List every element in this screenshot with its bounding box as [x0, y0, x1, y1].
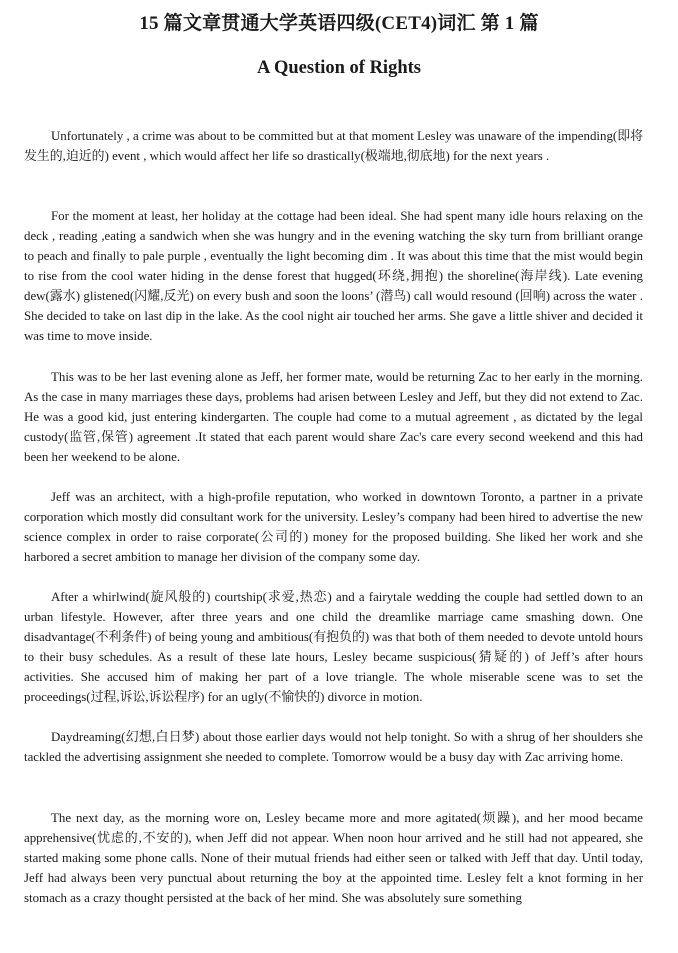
paragraph-3: This was to be her last evening alone as Jeff, her former mate, would be returning Zac to her early in the morning. As the case in many marriages these days, problems had arisen between Lesley and Jeff, but they did not extend to Zac. He was a good kid, just entering kindergarten. The couple had come to a mutual agreement , as dictated by the legal custody(监管,保管) agreement .It stated that each parent would share Zac's care every second weekend and this had been her weekend to be alone.: [24, 370, 643, 464]
series-title: 15 篇文章贯通大学英语四级(CET4)词汇 第 1 篇: [139, 13, 539, 34]
paragraph-2: For the moment at least, her holiday at the cottage had been ideal. She had spent many idle hours relaxing on the deck , reading ,eating a sandwich when she was hungry and in the evening watching the sky turn from brilliant orange to peach and finally to pale purple , eventually the light becoming dim . It was about this time that the mist would begin to rise from the cool water hiding in the dense forest that hugged(环绕,拥抱) the shoreline(海岸线). Late evening dew(露水) glistened(闪耀,反光) on every bush and soon the loons’ (潜鸟) call would resound (回响) across the water . She decided to take on last dip in the lake. As the cool night air touched her arms. She gave a little shiver and decided it was time to move inside.: [24, 209, 643, 343]
paragraph-5: After a whirlwind(旋风般的) courtship(求爱,热恋) and a fairytale wedding the couple had settled down to an urban lifestyle. However, after three years and one child the dreamlike marriage came smashing down. One disadvantage(不利条件) of being young and ambitious(有抱负的) was that both of them needed to devote untold hours to their busy schedules. As a result of these late hours, Lesley became suspicious(猜疑的) of Jeff’s after hours activities. She accused him of making her part of a love triangle. The whole miserable scene was to set the proceedings(过程,诉讼,诉讼程序) for an ugly(不愉快的) divorce in motion.: [24, 590, 643, 704]
paragraph-6: Daydreaming(幻想,白日梦) about those earlier days would not help tonight. So with a shrug of her shoulders she tackled the advertising assignment she needed to complete. Tomorrow would be a busy day with Zac arriving home.: [24, 730, 643, 764]
paragraph-4: Jeff was an architect, with a high-profile reputation, who worked in downtown Toronto, a partner in a private corporation which mostly did consultant work for the university. Lesley’s company had been hired to advertise the new science complex in order to raise corporate(公司的) money for the proposed building. She liked her work and she harbored a secret ambition to manage her division of the company some day.: [24, 490, 643, 564]
paragraph-7: The next day, as the morning wore on, Lesley became more and more agitated(烦躁), and her mood became apprehensive(忧虑的,不安的), when Jeff did not appear. When noon hour arrived and he still had not appeared, she started making some phone calls. None of their mutual friends had either seen or talked with Jeff that day. Until today, Jeff had always been very punctual about returning the boy at the appointed time. Lesley felt a knot forming in her stomach as a crazy thought persisted at the back of her mind. She was absolutely sure something: [24, 811, 643, 905]
article-title: A Question of Rights: [257, 58, 421, 78]
paragraph-1: Unfortunately , a crime was about to be committed but at that moment Lesley was unaware of the impending(即将发生的,迫近的) event , which would affect her life so drastically(极端地,彻底地) for the next years .: [24, 129, 643, 163]
